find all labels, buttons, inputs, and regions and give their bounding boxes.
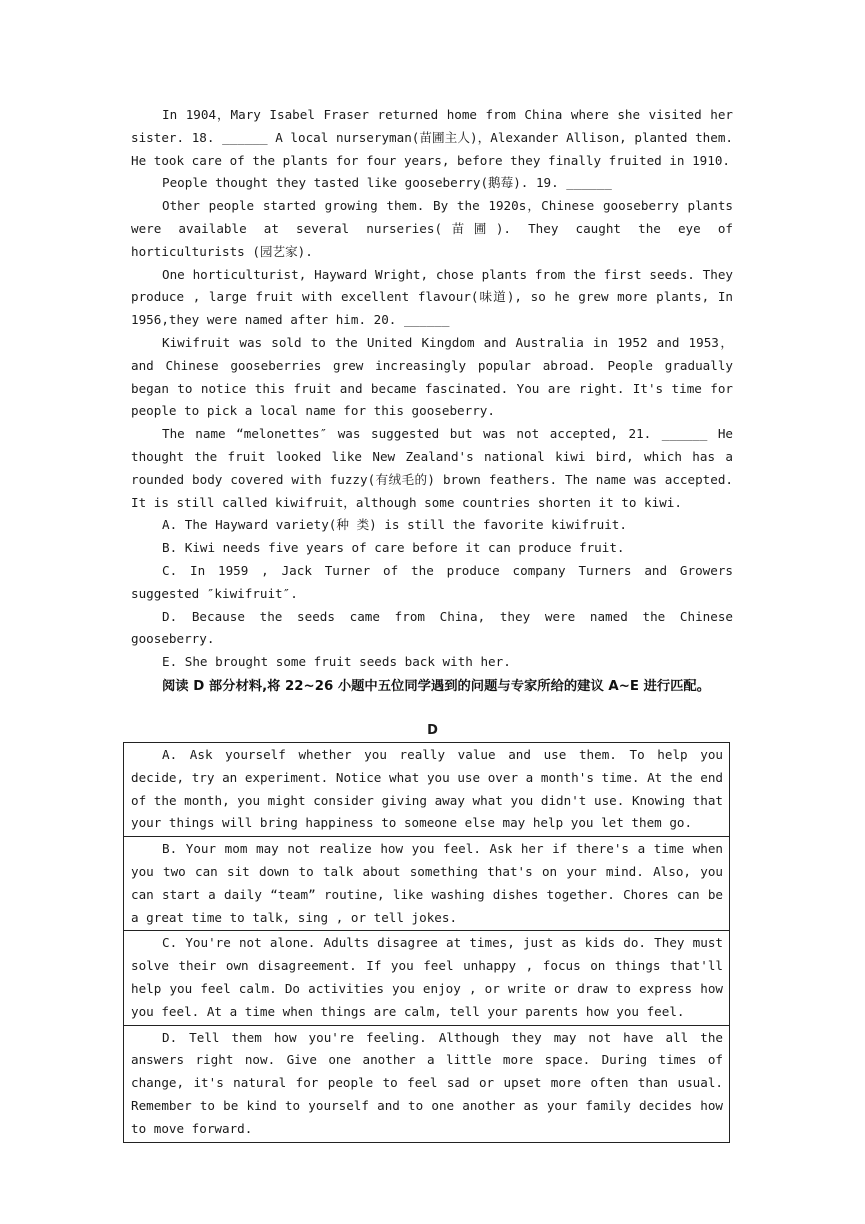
passage-paragraph: One horticulturist, Hayward Wright, chose plants from the first seeds. They produce , large fruit with excellent flavour(味道), so he grew more plants, In 1956,they were named after him. 20. ______ <box>131 266 733 328</box>
reading-passage <box>131 104 733 674</box>
answer-option: E. She brought some fruit seeds back with her. <box>162 654 511 670</box>
answer-option: C. In 1959 , Jack Turner of the produce company Turners and Growers suggested ″kiwifruit″. <box>131 562 733 601</box>
advice-cell: B. Your mom may not realize how you feel. Ask her if there's a time when you two can sit down to talk about something that's on your mind. Also, you can start a daily “team” routine, like washing dishes together. Chores can be a great time to talk, sing , or tell jokes. <box>124 837 729 931</box>
passage-paragraph: People thought they tasted like gooseberry(鹅莓). 19. ______ <box>162 175 612 191</box>
section-instruction: 阅读 D 部分材料,将 22~26 小题中五位同学遇到的问题与专家所给的建议 A~E 进行匹配。 <box>162 679 711 694</box>
advice-cell: A. Ask yourself whether you really value and use them. To help you decide, try an experiment. Notice what you use over a month's time. At the end of the month, you might consider giving away what you didn't use. Knowing that your things will bring happiness to someone else may help you let them go. <box>124 743 729 837</box>
advice-cell: C. You're not alone. Adults disagree at times, just as kids do. They must solve their own disagreement. If you feel unhappy , focus on things that'll help you feel calm. Do activities you enjoy , or write or draw to express how you feel. At a time when things are calm, tell your parents how you feel. <box>124 931 729 1025</box>
advice-cell: D. Tell them how you're feeling. Although they may not have all the answers right now. Give one another a little more space. During times of change, it's natural for people to feel sad or upset more often than usual. Remember to be kind to yourself and to one another as your family decides how to move forward. <box>124 1026 729 1143</box>
answer-option: B. Kiwi needs five years of care before it can produce fruit. <box>162 540 625 556</box>
passage-paragraph: The name “melonettes″ was suggested but was not accepted, 21. ______ He thought the fruit looked like New Zealand's national kiwi bird, which has a rounded body covered with fuzzy(有绒毛的) brown feathers. The name was accepted. It is still called kiwifruit，although some countries shorten it to kiwi. <box>131 426 733 510</box>
passage-paragraph: Kiwifruit was sold to the United Kingdom and Australia in 1952 and 1953，and Chinese gooseberries grew increasingly popular abroad. People gradually began to notice this fruit and became fascinated. You are right. It's time for people to pick a local name for this gooseberry. <box>131 334 733 419</box>
section-title: D <box>427 723 438 738</box>
passage-paragraph: In 1904，Mary Isabel Fraser returned home from China where she visited her sister. 18. ______ A local nurseryman(苗圃主人)，Alexander Allison, planted them. He took care of the plants for four years, before they finally fruited in 1910. <box>131 107 733 168</box>
answer-option: D. Because the seeds came from China, they were named the Chinese gooseberry. <box>131 608 733 647</box>
passage-paragraph: Other people started growing them. By the 1920s，Chinese gooseberry plants were available at several nurseries(苗圃). They caught the eye of horticulturists (园艺家). <box>131 198 733 259</box>
answer-option: A. The Hayward variety(种 类) is still the favorite kiwifruit. <box>162 517 627 533</box>
advice-table <box>123 742 730 1143</box>
